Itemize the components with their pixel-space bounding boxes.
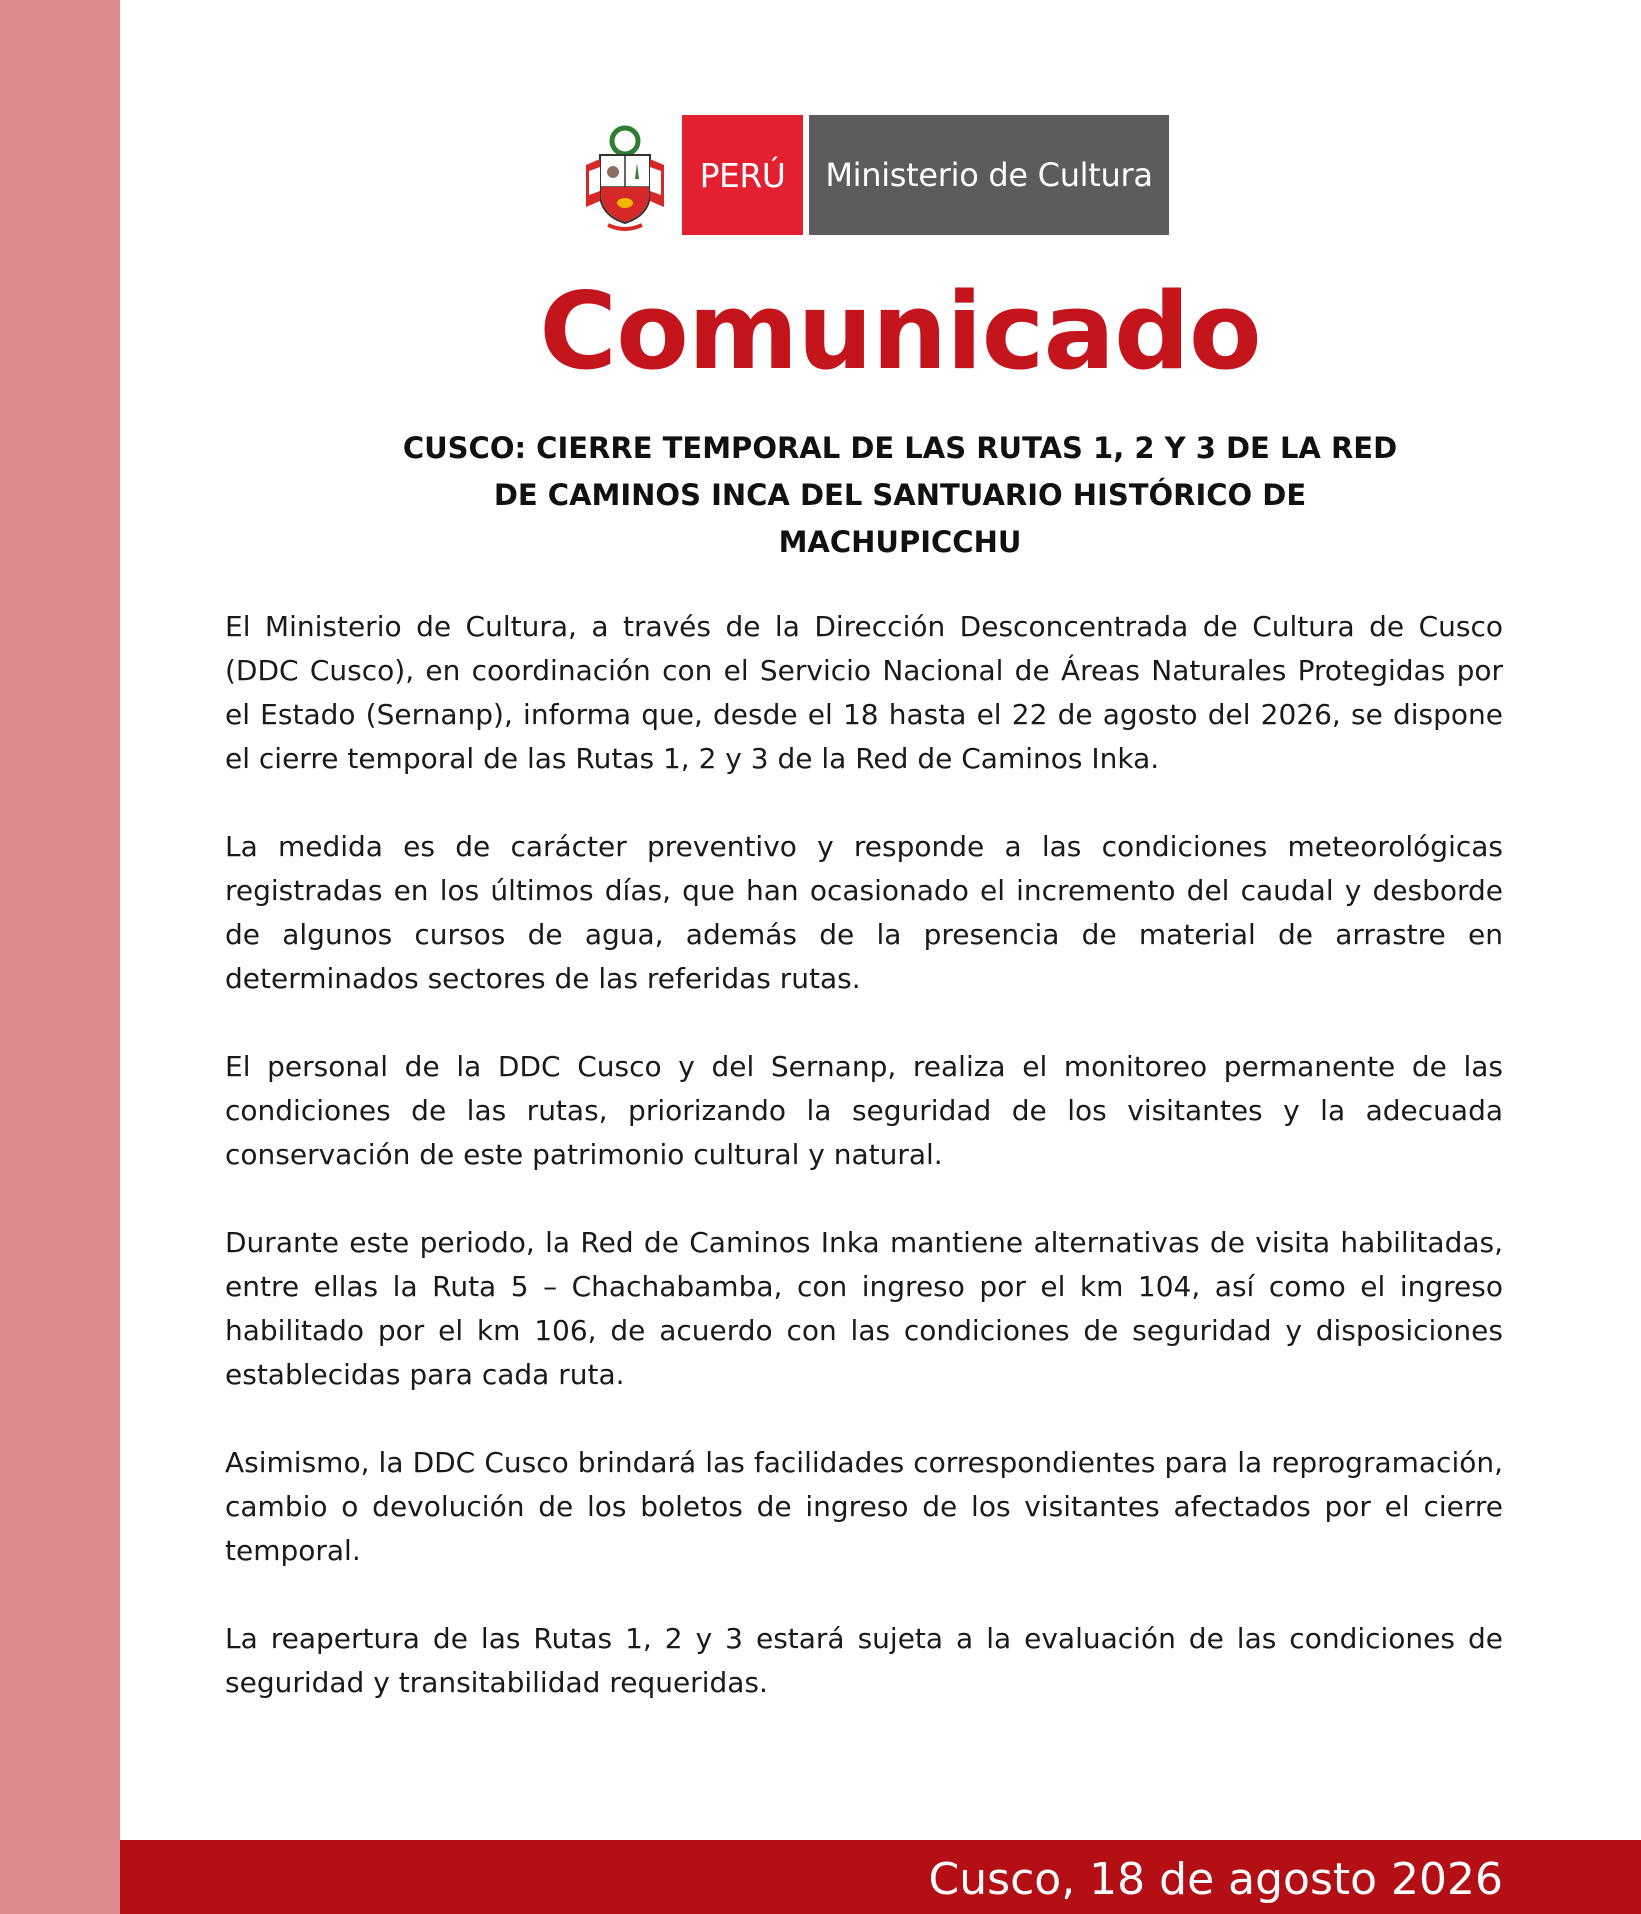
body-paragraph: Durante este periodo, la Red de Caminos Inka mantiene alternativas de visita habilitadas, entre ellas la Ruta 5 – Chachabamba, con ingreso por el km 104, así como el ingreso habilitado por el km 106, de acuerdo con las condiciones de seguridad y disposiciones establecidas para cada ruta. [225, 1226, 1503, 1391]
body-paragraph: La reapertura de las Rutas 1, 2 y 3 estará sujeta a la evaluación de las condiciones de seguridad y transitabilidad requeridas. [225, 1622, 1503, 1699]
body-paragraph: Asimismo, la DDC Cusco brindará las facilidades correspondientes para la reprogramación, cambio o devolución de los boletos de ingreso de los visitantes afectados por el cierre temporal. [225, 1446, 1503, 1567]
footer-bar [120, 1840, 1641, 1914]
subtitle-line: DE CAMINOS INCA DEL SANTUARIO HISTÓRICO DE [493, 478, 1307, 512]
coat-of-arms-icon [580, 115, 670, 235]
body-paragraph: El Ministerio de Cultura, a través de la Dirección Desconcentrada de Cultura de Cusco (DDC Cusco), en coordinación con el Servicio Nacional de Áreas Naturales Protegidas por el Estado (Sernanp), informa que, desde el 18 hasta el 22 de agosto del 2026, se dispone el cierre temporal de las Rutas 1, 2 y 3 de la Red de Caminos Inka. [225, 610, 1503, 775]
body-paragraph: La medida es de carácter preventivo y responde a las condiciones meteorológicas registradas en los últimos días, que han ocasionado el incremento del caudal y desborde de algunos cursos de agua, además de la presencia de material de arrastre en determinados sectores de las referidas rutas. [225, 830, 1503, 995]
peru-label: PERÚ [682, 115, 803, 235]
footer-date: Cusco, 18 de agosto 2026 [928, 1854, 1503, 1905]
page-title: Comunicado [539, 270, 1261, 393]
side-stripe [0, 0, 120, 1914]
body-paragraph: El personal de la DDC Cusco y del Sernanp, realiza el monitoreo permanente de las condiciones de las rutas, priorizando la seguridad de los visitantes y la adecuada conservación de este patrimonio cultural y natural. [225, 1050, 1503, 1171]
header-logos [580, 115, 1169, 235]
announcement-body [225, 605, 1503, 1749]
ministry-label: Ministerio de Cultura [809, 115, 1169, 235]
announcement-subtitle [300, 425, 1500, 566]
subtitle-line: MACHUPICCHU [778, 525, 1022, 559]
subtitle-line: CUSCO: CIERRE TEMPORAL DE LAS RUTAS 1, 2 Y 3 DE LA RED [402, 431, 1398, 465]
